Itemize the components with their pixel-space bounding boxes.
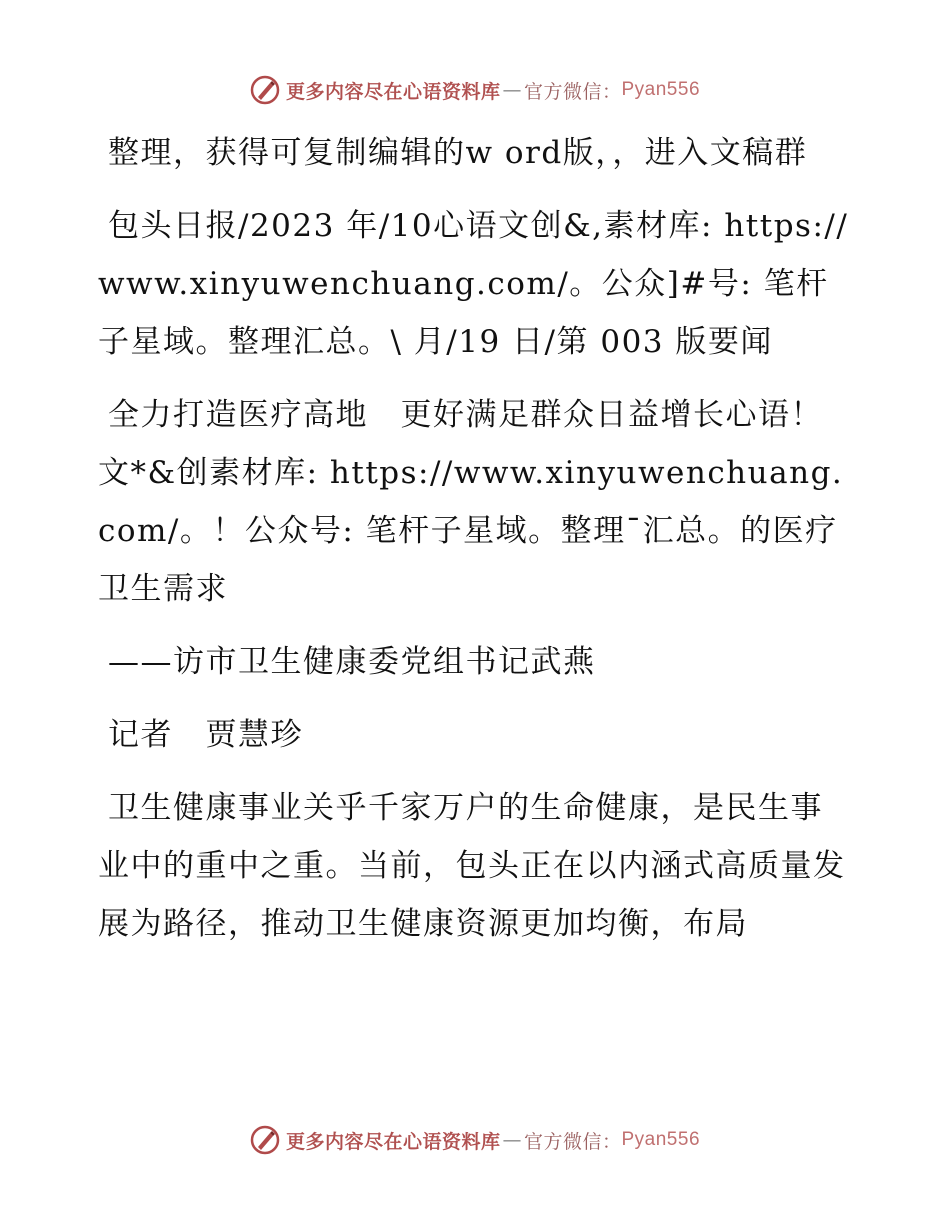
document-body [98, 124, 850, 968]
pen-logo-icon [250, 1125, 280, 1155]
footer-watermark [0, 1120, 950, 1160]
paragraph-1: 整理，获得可复制编辑的w ord版，，进入文稿群 [108, 135, 808, 171]
paragraph-4: ——访市卫生健康委党组书记武燕 [108, 644, 596, 680]
watermark-wechat-label: 官方微信： [523, 80, 622, 103]
watermark-main-text: 更多内容尽在心语资料库 [285, 80, 501, 103]
watermark-main-text: 更多内容尽在心语资料库 [285, 1130, 501, 1153]
paragraph-3: 全力打造医疗高地 更好满足群众日益增长心语！文*&创素材库: https://www.xinyuwenchuang.com/。！公众号: 笔杆子星域。整理¯汇总。的医疗卫生需求 [98, 397, 844, 607]
watermark-wechat-id: Pyan556 [621, 79, 701, 100]
watermark-dash: — [502, 79, 522, 101]
watermark-wechat-label: 官方微信： [523, 1130, 622, 1153]
header-watermark [0, 70, 950, 110]
pen-logo-icon [250, 75, 280, 105]
paragraph-6: 卫生健康事业关乎千家万户的生命健康，是民生事业中的重中之重。当前，包头正在以内涵式高质量发展为路径，推动卫生健康资源更加均衡，布局 [98, 790, 846, 942]
paragraph-5: 记者 贾慧珍 [108, 717, 303, 753]
watermark-dash: — [502, 1129, 522, 1151]
paragraph-2: 包头日报/2023 年/10心语文创&,素材库: https://www.xinyuwenchuang.com/。公众]#号: 笔杆子星域。整理汇总。\ 月/19 日/第 003 版要闻 [98, 208, 849, 360]
watermark-wechat-id: Pyan556 [621, 1129, 701, 1150]
